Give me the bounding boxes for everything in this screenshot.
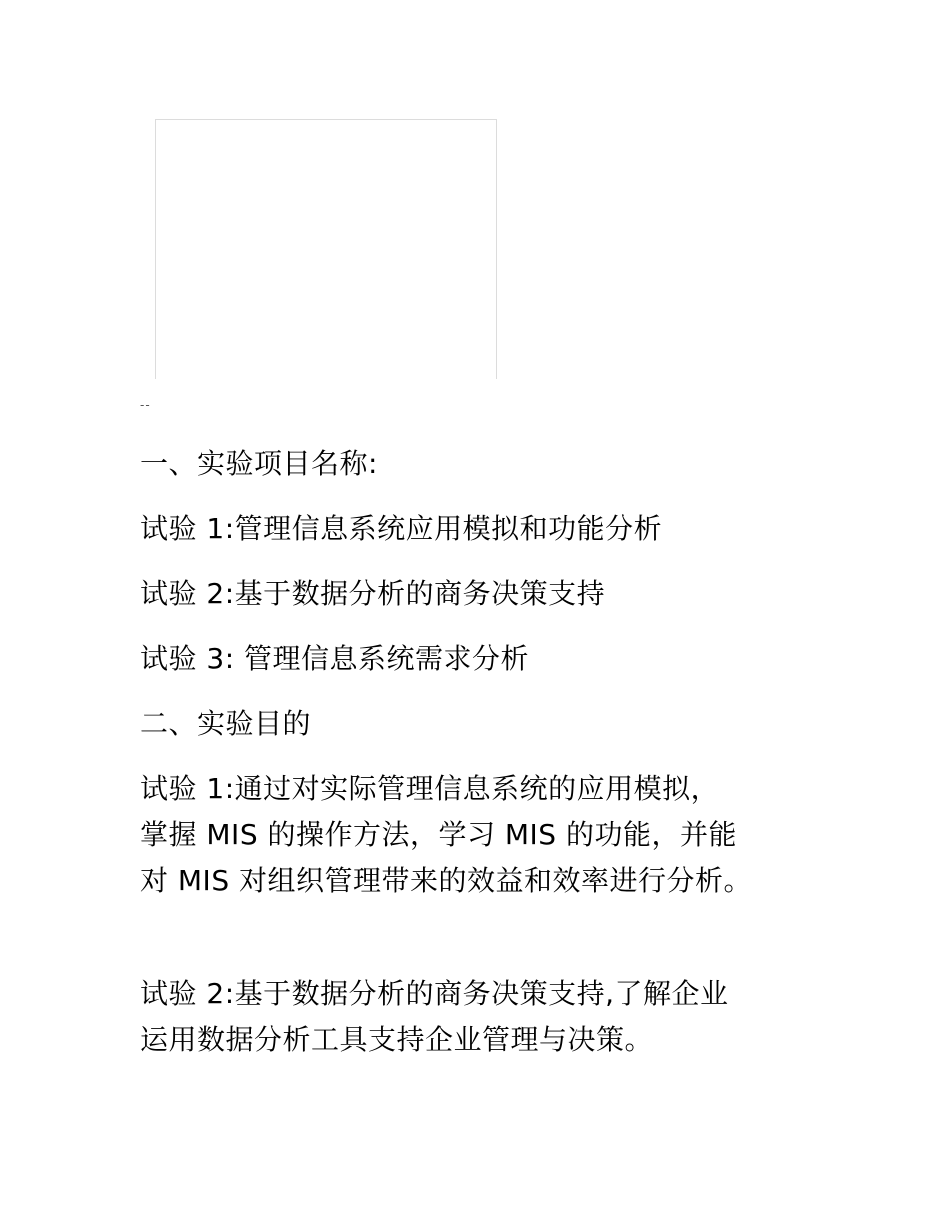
image-placeholder <box>155 119 497 379</box>
purpose-1-line-3: 对 MIS 对组织管理带来的效益和效率进行分析。 <box>140 864 752 897</box>
purpose-1-line-1: 试验 1:通过对实际管理信息系统的应用模拟， <box>140 772 720 805</box>
purpose-1-line-2: 掌握 MIS 的操作方法，学习 MIS 的功能，并能 <box>140 818 737 851</box>
purpose-2-line-2: 运用数据分析工具支持企业管理与决策。 <box>140 1023 654 1056</box>
experiment-3-title: 试验 3: 管理信息系统需求分析 <box>140 642 530 675</box>
experiment-2-title: 试验 2:基于数据分析的商务决策支持 <box>140 577 606 610</box>
purpose-2-line-1: 试验 2:基于数据分析的商务决策支持,了解企业 <box>140 977 729 1010</box>
section-heading-project-name: 一、实验项目名称: <box>140 447 378 480</box>
separator-mark: -- <box>140 398 151 412</box>
section-heading-purpose: 二、实验目的 <box>140 707 312 740</box>
experiment-1-title: 试验 1:管理信息系统应用模拟和功能分析 <box>140 512 663 545</box>
